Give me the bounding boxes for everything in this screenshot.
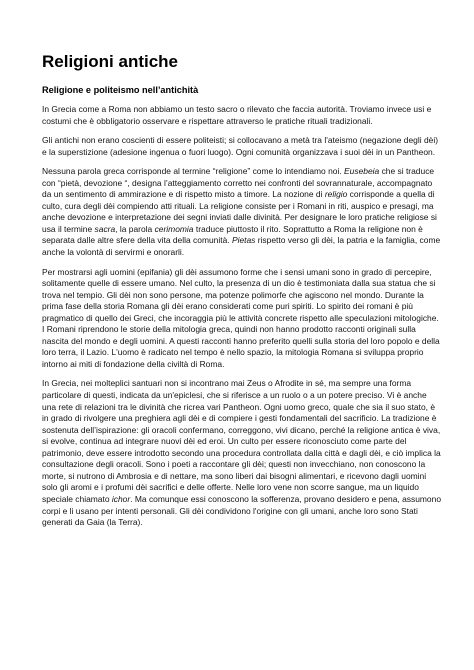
text-run: , la parola: [115, 223, 155, 234]
text-run: corrisponde a quella di culto, cura degli dèi compiendo atti rituali. La religione consiste per i Romani in riti, auspico e presagi, ma anche devozione e interpretazione dei segni inviati dalle divinità. Per designare le loro pratiche religiose si usa il termine: [42, 189, 437, 234]
page-title: Religioni antiche: [42, 52, 179, 71]
italic-term: cerimomia: [154, 223, 194, 234]
paragraph-4: [42, 267, 442, 371]
italic-term: Eusebeia: [344, 166, 380, 177]
text-run: In Grecia come a Roma non abbiamo un testo sacro o rilevato che faccia autorità. Troviamo invece usi e costumi che è obbligatorio osservare e rispettare attraverso le pratiche rituali tradizionali.: [42, 104, 432, 126]
text-run: traduce piuttosto il rito. Soprattutto a Roma la religione non è separata dalle altre sfere della vita della comunità.: [42, 223, 423, 246]
text-run: In Grecia, nei molteplici santuari non si incontrano mai Zeus o Afrodite in sé, ma sempre una forma particolare di questi, indicata da un'epiclesi, che si riferisce a un ruolo o a un potere preciso. Vi è anche una rete di relazioni tra le divinità che ricrea vari Pantheon. Ogni uomo greco, quale che sia il suo stato, è in grado di rivolgere una preghiera agli dèi e di compiere i gesti fondamentali del sacrificio. La tradizione è sostenuta dell’ispirazione: gli oracoli confermano, correggono, vivi dicano, perché la religione antica è viva, si evolve, continua ad integrare nuovi dèi ed eroi. Un culto per essere riconosciuto come parte del patrimonio, deve essere introdotto secondo una procedura controllata dalla città e dagli dèi, e ciò implica la consultazione degli oracoli. Sono i poeti a raccontare gli dèi; questi non invecchiano, non conoscono la morte, si nutrono di Ambrosia e di nettare, ma sono liberi dai bisogni alimentari, e ricevono dagli uomini solo gli aromi e i profumi dèi sacrifici e delle offerte. Nelle loro vene non scorre sangue, ma un liquido speciale chiamato: [42, 378, 441, 504]
section-subtitle: Religione e politeismo nell’antichità: [42, 85, 199, 95]
document-page: [42, 52, 442, 537]
text-run: che si traduce con “pietà, devozione “, designa l’atteggiamento corretto nei confronti del sovrannaturale, accompagnato da un sentimento di ammirazione e di rispetto misto a timore. La nozione di: [42, 166, 435, 200]
italic-term: sacra: [94, 223, 116, 234]
text-run: Per mostrarsi agli uomini (epifania) gli dèi assumono forme che i sensi umani sono in grado di percepire, solitamente quelle di essere umano. Nel culto, la presenza di un dio è testimoniata dalla sua statua che si trova nel tempio. Gli dèi non sono persone, ma potenze polimorfe che agiscono nel mondo. Durante la prima fase della storia Romana gli dèi erano considerati come puri spiriti. Lo spirito dei romani è più pragmatico di quello dei Greci, che incoraggia più le attività concrete rispetto alle speculazioni mitologiche. I Romani riprendono le storie della mitologia greca, quindi non hanno prodotto racconti originali sulla nascita del mondo e degli uomini. A questi racconti hanno preferito quelli sulla storia del loro popolo e della loro terra, il Lazio. L'uomo è radicato nel tempo è nello spazio, la mitologia Romana si sviluppa proprio intorno ai miti di fondazione della civiltà di Roma.: [42, 266, 440, 369]
body-text: [42, 104, 442, 529]
italic-term: ichor: [111, 493, 131, 504]
text-run: rispetto verso gli dèi, la patria e la famiglia, come anche la volontà di servirmi e onorarli.: [42, 235, 441, 258]
italic-term: Pietas: [231, 235, 256, 246]
text-run: Nessuna parola greca corrisponde al termine “religione” come lo intendiamo noi.: [42, 166, 345, 177]
text-run: Gli antichi non erano coscienti di essere politeisti; si collocavano a metà tra l'ateismo (negazione degli dèi) e la superstizione (adesione ingenua o fuori luogo). Ogni comunità organizzava i suoi dèi in un Pantheon.: [42, 135, 439, 157]
paragraph-2: [42, 135, 442, 158]
paragraph-5: [42, 378, 442, 528]
paragraph-1: [42, 104, 442, 127]
text-run: . Ma comunque essi conoscono la sofferenza, provano desidero e pena, assumono corpi e li usano per intenti personali. Gli dèi condividono l'origine con gli umani, anche loro sono Stati generati da Gaia (la Terra).: [42, 493, 442, 528]
italic-term: religio: [324, 189, 348, 200]
paragraph-3: [42, 166, 442, 258]
